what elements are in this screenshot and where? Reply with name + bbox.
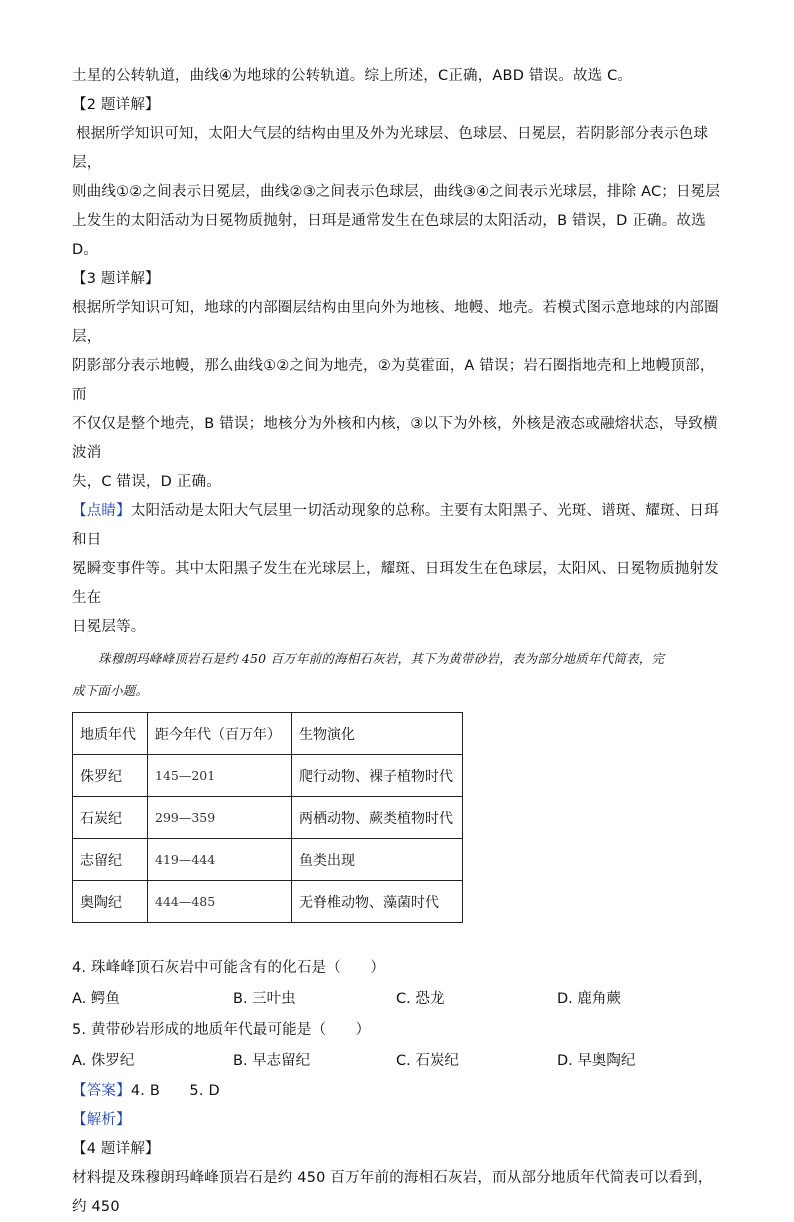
answer-tag: 【答案】 (72, 1083, 131, 1099)
table-cell: 志留纪 (73, 839, 148, 881)
table-row (73, 797, 463, 839)
option-a: A. 侏罗纪 (72, 1053, 135, 1069)
option-a: A. 鳄鱼 (72, 991, 120, 1007)
text-line: 阴影部分表示地幔，那么曲线①②之间为地壳，②为莫霍面，A 错误；岩石圈指地壳和上地幔顶部，而 (72, 358, 715, 403)
table-row (73, 755, 463, 797)
section-heading-q3: 【3 题详解】 (72, 271, 160, 287)
option-d: D. 鹿角蕨 (557, 991, 621, 1007)
material-passage: 成下面小题。 (72, 683, 149, 698)
table-cell: 419—444 (148, 839, 292, 881)
text-line: 根据所学知识可知，地球的内部圈层结构由里向外为地核、地幔、地壳。若模式图示意地球的内部圈层， (72, 300, 719, 345)
table-cell: 无脊椎动物、藻菌时代 (292, 881, 463, 923)
table-header: 距今年代（百万年） (148, 713, 292, 755)
analysis-tag: 【解析】 (72, 1112, 131, 1128)
question-4-stem: 4. 珠峰峰顶石灰岩中可能含有的化石是（ ） (72, 960, 386, 976)
table-header: 地质年代 (73, 713, 148, 755)
table-cell: 侏罗纪 (73, 755, 148, 797)
table-cell: 两栖动物、蕨类植物时代 (292, 797, 463, 839)
section-heading-q4: 【4 题详解】 (72, 1141, 160, 1157)
table-cell: 石炭纪 (73, 797, 148, 839)
text-line: 上发生的太阳活动为日冕物质抛射，日珥是通常发生在色球层的太阳活动，B 错误，D 正确。故选 D。 (72, 213, 706, 258)
option-c: C. 恐龙 (396, 991, 445, 1007)
option-b: B. 三叶虫 (233, 991, 296, 1007)
text-line: 失，C 错误，D 正确。 (72, 474, 221, 490)
material-passage: 珠穆朗玛峰峰顶岩石是约 450 百万年前的海相石灰岩，其下为黄带砂岩，表为部分地质年代简表，完 (98, 651, 665, 666)
table-cell: 奥陶纪 (73, 881, 148, 923)
text-line: 根据所学知识可知，太阳大气层的结构由里及外为光球层、色球层、日冕层，若阴影部分表示色球层， (72, 126, 709, 171)
text-line: 日冕层等。 (72, 619, 146, 635)
table-cell: 爬行动物、裸子植物时代 (292, 755, 463, 797)
table-cell: 444—485 (148, 881, 292, 923)
table-header: 生物演化 (292, 713, 463, 755)
option-d: D. 早奥陶纪 (557, 1053, 636, 1069)
text-line: 则曲线①②之间表示日冕层，曲线②③之间表示色球层，曲线③④之间表示光球层，排除 AC；日冕层 (72, 184, 721, 200)
tip-text: 太阳活动是太阳大气层里一切活动现象的总称。主要有太阳黑子、光斑、谱斑、耀斑、日珥和日 (72, 503, 719, 548)
text-line: 土星的公转轨道，曲线④为地球的公转轨道。综上所述，C正确，ABD 错误。故选 C。 (72, 68, 633, 84)
tip-tag: 【点睛】 (72, 503, 131, 519)
document-page (72, 62, 722, 1222)
question-4-options (72, 984, 722, 1015)
question-5-options (72, 1046, 722, 1077)
question-5-stem: 5. 黄带砂岩形成的地质年代最可能是（ ） (72, 1022, 371, 1038)
option-b: B. 早志留纪 (233, 1053, 311, 1069)
table-cell: 299—359 (148, 797, 292, 839)
geologic-time-table (72, 712, 463, 923)
option-c: C. 石炭纪 (396, 1053, 459, 1069)
table-row (73, 881, 463, 923)
tip-paragraph (72, 497, 722, 555)
text-line: 材料提及珠穆朗玛峰峰顶岩石是约 450 百万年前的海相石灰岩，而从部分地质年代简表可以看到，约 450 (72, 1170, 713, 1215)
answer-line (72, 1077, 722, 1106)
table-cell: 145—201 (148, 755, 292, 797)
answer-text: 4. B 5. D (130, 1083, 220, 1099)
text-line: 不仅仅是整个地壳，B 错误；地核分为外核和内核，③以下为外核，外核是液态或融熔状态，导致横波消 (72, 416, 718, 461)
table-header-row (73, 713, 463, 755)
section-heading-q2: 【2 题详解】 (72, 97, 160, 113)
table-row (73, 839, 463, 881)
table-cell: 鱼类出现 (292, 839, 463, 881)
text-line: 冕瞬变事件等。其中太阳黑子发生在光球层上，耀斑、日珥发生在色球层，太阳风、日冕物质抛射发生在 (72, 561, 719, 606)
